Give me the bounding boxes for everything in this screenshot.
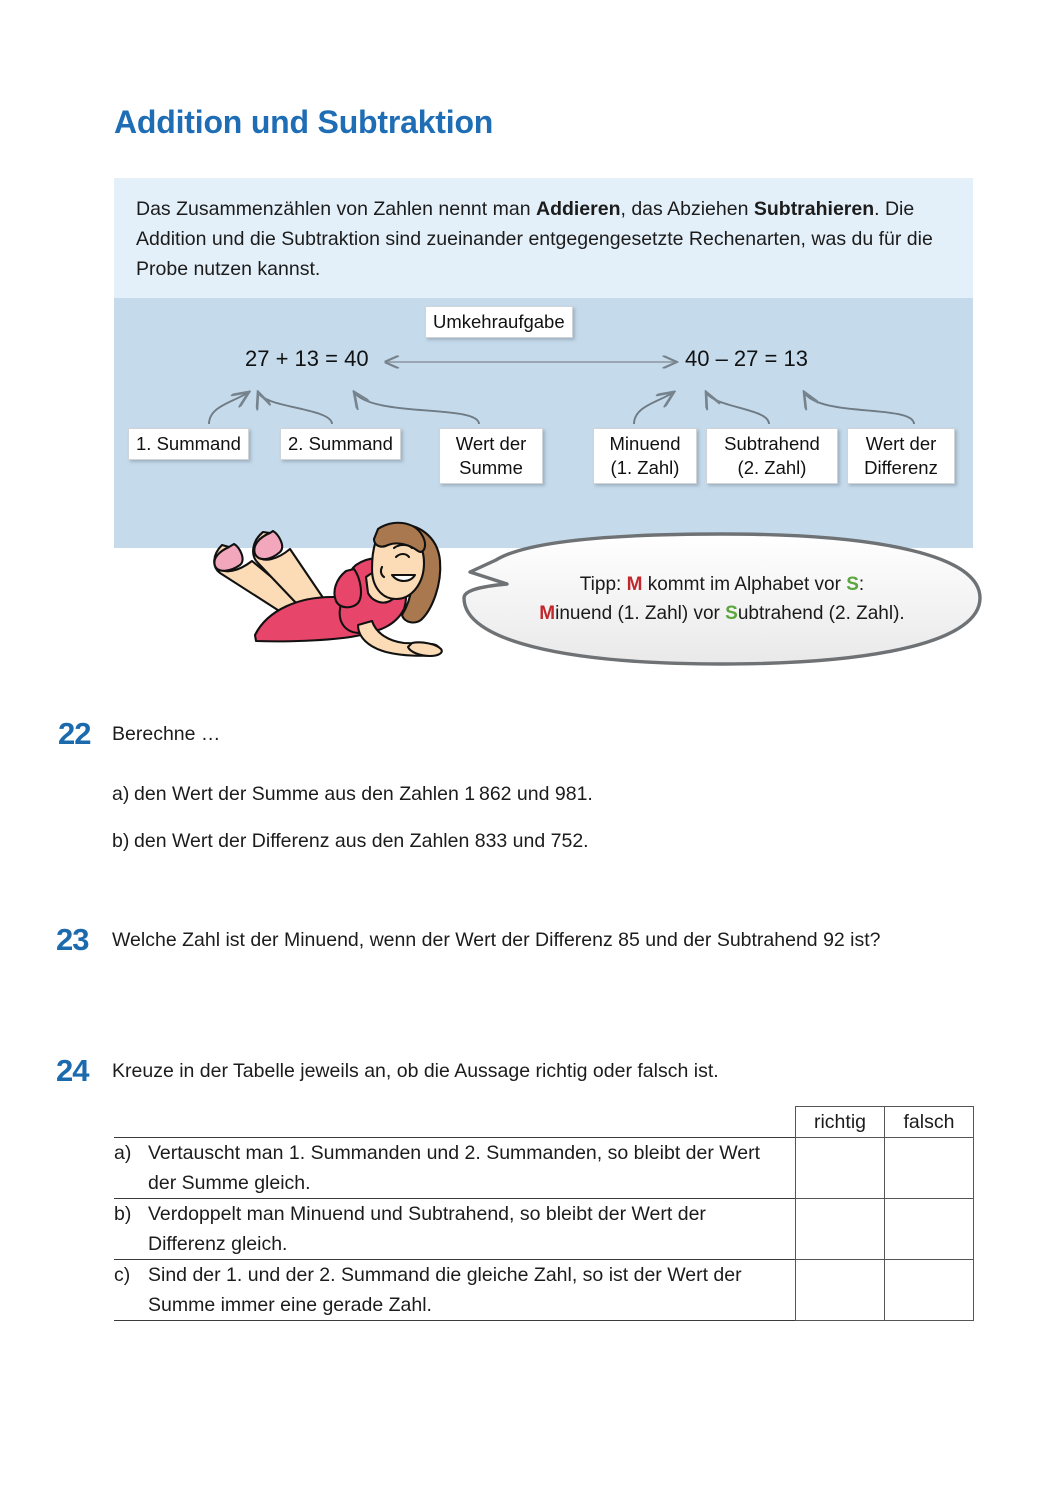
chip-umkehraufgabe: Umkehraufgabe — [425, 306, 573, 338]
table-bottom-rule — [114, 1321, 796, 1322]
exercise-number-23: 23 — [56, 922, 89, 957]
tip-line1-b: kommt im Alphabet vor — [642, 574, 847, 595]
table-row-a-falsch-cell[interactable] — [885, 1138, 974, 1199]
equation-addition: 27 + 13 = 40 — [245, 346, 369, 371]
tip-letter-m-2: M — [539, 603, 556, 624]
exercise-22-item-a-text: den Wert der Summe aus den Zahlen 1 862 und 981. — [134, 783, 593, 805]
tip-letter-m-1: M — [626, 574, 643, 595]
info-text-part1: Das Zusammenzählen von Zahlen nennt man — [136, 198, 536, 220]
info-text-bold-addieren: Addieren — [535, 198, 621, 220]
exercise-22-item-a — [112, 779, 593, 810]
chip-wert-der-differenz: Wert der Differenz — [847, 428, 955, 484]
page-title: Addition und Subtraktion — [114, 104, 494, 140]
tip-speech-bubble — [452, 532, 992, 672]
exercise-22-item-b-letter: b) — [112, 830, 130, 852]
exercise-23-text: Welche Zahl ist der Minuend, wenn der Wert der Differenz 85 und der Subtrahend 92 ist? — [112, 929, 881, 951]
chip-minuend: Minuend (1. Zahl) — [593, 428, 697, 484]
table-row-a-text: Vertauscht man 1. Summanden und 2. Summanden, so bleibt der Wert der Summe gleich. — [148, 1142, 761, 1194]
tip-line2-b: ubtrahend (2. Zahl). — [737, 603, 905, 624]
girl-lying-down-illustration — [160, 505, 450, 665]
table-row-b-letter: b) — [114, 1203, 132, 1225]
tip-line2-a: inuend (1. Zahl) vor — [555, 603, 726, 624]
tip-line1-a: Tipp: — [579, 574, 627, 595]
table-row-b-statement — [114, 1199, 796, 1260]
info-text-part3: . Die Addition und die Subtraktion sind zueinander entgegengesetzte Rechenarten, was du für die Probe nutzen kannst. — [136, 198, 933, 280]
table-header-richtig: richtig — [796, 1107, 885, 1138]
table-row-a-statement — [114, 1138, 796, 1199]
table-bottom-blank-1 — [796, 1321, 885, 1322]
tip-letter-s-1: S — [846, 574, 859, 595]
table-row-c-letter: c) — [114, 1264, 131, 1286]
tip-line1-c: : — [858, 574, 865, 595]
exercise-24-text: Kreuze in der Tabelle jeweils an, ob die Aussage richtig oder falsch ist. — [112, 1060, 719, 1082]
table-row-c-falsch-cell[interactable] — [885, 1260, 974, 1321]
exercise-22-item-a-letter: a) — [112, 783, 130, 805]
exercise-number-24: 24 — [56, 1053, 89, 1088]
table-row-b-text: Verdoppelt man Minuend und Subtrahend, so bleibt der Wert der Differenz gleich. — [148, 1203, 706, 1255]
table-row-c-text: Sind der 1. und der 2. Summand die gleiche Zahl, so ist der Wert der Summe immer eine gerade Zahl. — [148, 1264, 742, 1316]
table-row-c-statement — [114, 1260, 796, 1321]
exercise-number-22: 22 — [58, 716, 91, 751]
chip-wert-der-summe: Wert der Summe — [439, 428, 543, 484]
tip-text — [492, 570, 952, 628]
exercise-22-item-b-text: den Wert der Differenz aus den Zahlen 833 und 752. — [134, 830, 589, 852]
table-row — [114, 1138, 974, 1199]
tip-letter-s-2: S — [725, 603, 738, 624]
chip-subtrahend: Subtrahend (2. Zahl) — [706, 428, 838, 484]
info-box-paragraph — [114, 178, 973, 298]
table-row — [114, 1260, 974, 1321]
table-header-blank — [114, 1107, 796, 1138]
table-header-falsch: falsch — [885, 1107, 974, 1138]
info-text-part2: , das Abziehen — [620, 198, 754, 220]
table-row-b-richtig-cell[interactable] — [796, 1199, 885, 1260]
exercise-22-item-b — [112, 826, 589, 857]
table-row-a-richtig-cell[interactable] — [796, 1138, 885, 1199]
table-row — [114, 1199, 974, 1260]
table-bottom-blank-2 — [885, 1321, 974, 1322]
chip-summand-2: 2. Summand — [280, 428, 401, 460]
chip-summand-1: 1. Summand — [128, 428, 249, 460]
table-bottom-rule-row — [114, 1321, 974, 1322]
info-text-bold-subtrahieren: Subtrahieren — [753, 198, 875, 220]
table-row-b-falsch-cell[interactable] — [885, 1199, 974, 1260]
exercise-22-lead: Berechne … — [112, 723, 221, 745]
table-row-a-letter: a) — [114, 1142, 132, 1164]
table-header-row — [114, 1107, 974, 1138]
equation-subtraction: 40 – 27 = 13 — [685, 346, 808, 371]
info-box — [114, 178, 973, 538]
table-row-c-richtig-cell[interactable] — [796, 1260, 885, 1321]
richtig-falsch-table — [114, 1106, 974, 1321]
